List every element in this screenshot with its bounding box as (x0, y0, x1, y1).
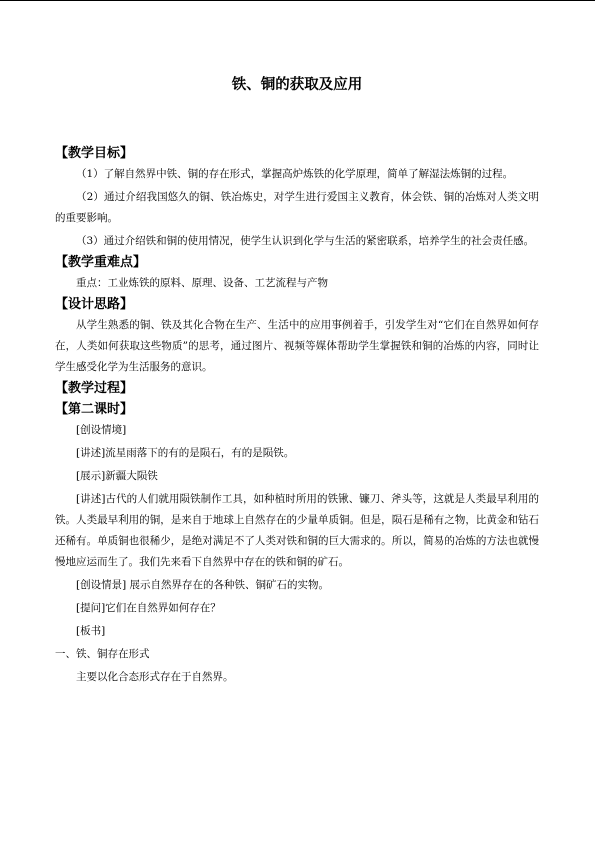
objective-1: （1）了解自然界中铁、铜的存在形式，掌握高炉炼铁的化学原理，简单了解湿法炼铜的过程。 (76, 168, 514, 180)
step-show-ores: [创设情景] 展示自然界存在的各种铁、铜矿石的实物。 (76, 579, 330, 591)
document-title: 铁、铜的获取及应用 (231, 77, 363, 93)
objectives-heading: 【教学目标】 (55, 146, 134, 161)
design-heading: 【设计思路】 (55, 297, 134, 312)
step-narrate-meteor: [讲述]流星雨落下的有的是陨石，有的是陨铁。 (76, 447, 295, 459)
process-heading: 【教学过程】 (55, 381, 134, 396)
document-body (55, 143, 539, 688)
board-text: 主要以化合态形式存在于自然界。 (76, 671, 234, 683)
design-text: 从学生熟悉的铜、铁及其化合物在生产、生活中的应用事例着手，引发学生对“它们在自然界如何存在，人类如何获取这些物质”的思考，通过图片、视频等媒体帮助学生掌握铁和铜的冶炼的内容，同时让学生感受化学为生活服务的意识。 (55, 319, 539, 373)
step-narrate-history: [讲述]古代的人们就用陨铁制作工具，如种植时所用的铁锹、镰刀、斧头等，这就是人类最早利用的铁。人类最早利用的铜，是来自于地球上自然存在的少量单质铜。但是，陨石是稀有之物，比黄金和钻石还稀有。单质铜也很稀少，是绝对满足不了人类对铁和铜的巨大需求的。所以，简易的冶炼的方法也就慢慢地应运而生了。我们先来看下自然界中存在的铁和铜的矿石。 (55, 493, 539, 568)
lesson-heading: 【第二课时】 (55, 402, 134, 417)
top-border-line (0, 0, 595, 1)
key-points-text: 重点：工业炼铁的原料、原理、设备、工艺流程与产物 (76, 277, 328, 289)
step-create-situation: [创设情境] (76, 424, 127, 436)
objective-3: （3）通过介绍铁和铜的使用情况，使学生认识到化学与生活的紧密联系，培养学生的社会责任感。 (76, 235, 535, 247)
board-heading: 一、铁、铜存在形式 (55, 648, 150, 660)
step-show-meteorite: [展示]新疆大陨铁 (76, 470, 158, 482)
step-question: [提问]它们在自然界如何存在？ (76, 602, 221, 614)
key-points-heading: 【教学重难点】 (55, 255, 147, 270)
objective-2: （2）通过介绍我国悠久的铜、铁冶炼史，对学生进行爱国主义教育，体会铁、铜的冶炼对人类文明的重要影响。 (55, 191, 539, 224)
step-board: [板书] (76, 625, 106, 637)
